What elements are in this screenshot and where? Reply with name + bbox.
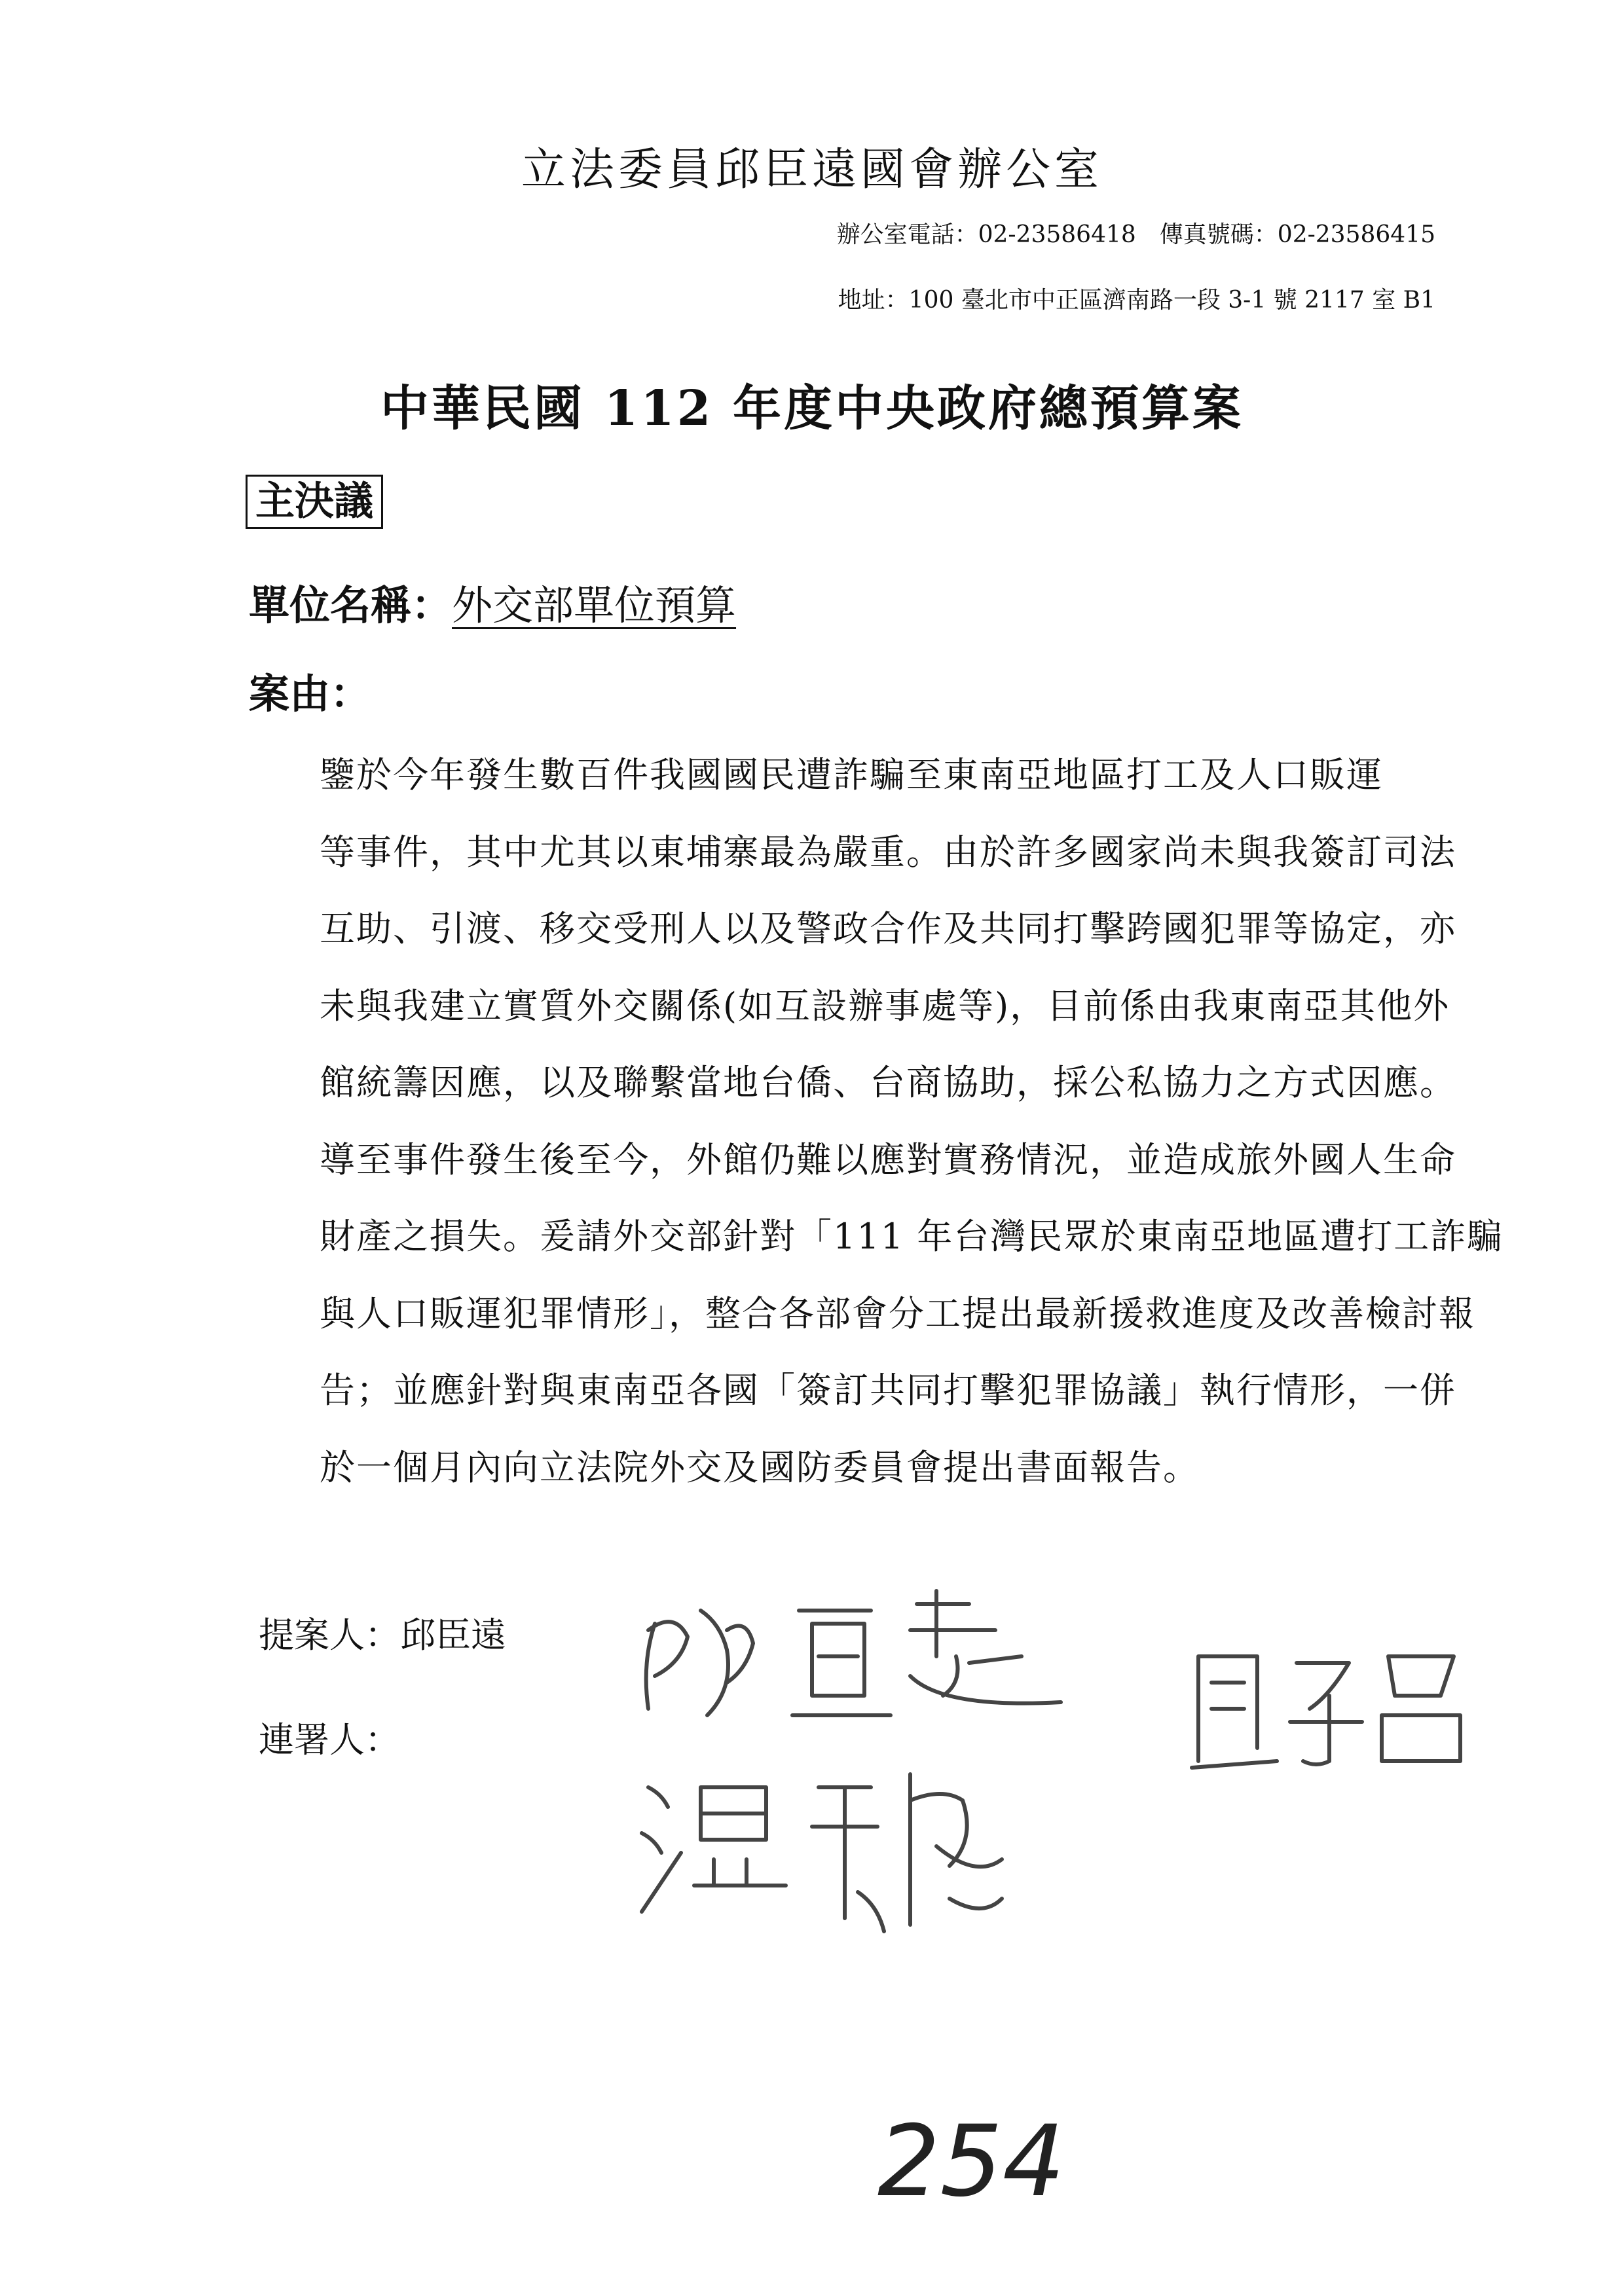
body-line: 鑒於今年發生數百件我國國民遭詐騙至東南亞地區打工及人口販運 xyxy=(320,754,1383,795)
body-line: 館統籌因應，以及聯繫當地台僑、台商協助，採公私協力之方式因應。 xyxy=(320,1062,1456,1103)
office-phone-fax: 辦公室電話：02-23586418 傳真號碼：02-23586415 xyxy=(836,221,1435,248)
reason-body xyxy=(249,737,1504,1506)
unit-name-value: 外交部單位預算 xyxy=(452,581,737,629)
page-number: 254 xyxy=(877,2105,1065,2219)
body-line: 於一個月內向立法院外交及國防委員會提出書面報告。 xyxy=(320,1446,1200,1488)
handwritten-signature xyxy=(1179,1630,1480,1774)
handwritten-signature xyxy=(629,1584,1087,1728)
body-line: 未與我建立實質外交關係(如互設辦事處等)，目前係由我東南亞其他外 xyxy=(320,985,1450,1027)
office-address: 地址：100 臺北市中正區濟南路一段 3-1 號 2117 室 B1 xyxy=(838,287,1435,314)
body-line: 等事件，其中尤其以東埔寨最為嚴重。由於許多國家尚未與我簽訂司法 xyxy=(320,831,1456,873)
body-line: 導至事件發生後至今，外館仍難以應對實務情況，並造成旅外國人生命 xyxy=(320,1139,1456,1180)
body-line: 互助、引渡、移交受刑人以及警政合作及共同打擊跨國犯罪等協定，亦 xyxy=(320,908,1456,949)
cosigner-label: 連署人： xyxy=(259,1719,400,1760)
document-title: 中華民國 112 年度中央政府總預算案 xyxy=(380,380,1244,437)
body-line: 告；並應針對與東南亞各國「簽訂共同打擊犯罪協議」執行情形，一併 xyxy=(320,1370,1456,1411)
unit-name-row xyxy=(249,573,736,631)
handwritten-signature xyxy=(635,1761,1028,1944)
office-header: 立法委員邱臣遠國會辦公室 xyxy=(521,144,1103,196)
reason-label: 案由： xyxy=(249,670,371,718)
body-line: 與人口販運犯罪情形」，整合各部會分工提出最新援救進度及改善檢討報 xyxy=(320,1292,1475,1334)
resolution-type-box: 主決議 xyxy=(246,475,383,529)
unit-name-label: 單位名稱： xyxy=(249,581,452,629)
body-line: 財產之損失。爰請外交部針對「111 年台灣民眾於東南亞地區遭打工詐騙 xyxy=(320,1216,1504,1257)
proposer-line: 提案人：邱臣遠 xyxy=(259,1614,506,1656)
